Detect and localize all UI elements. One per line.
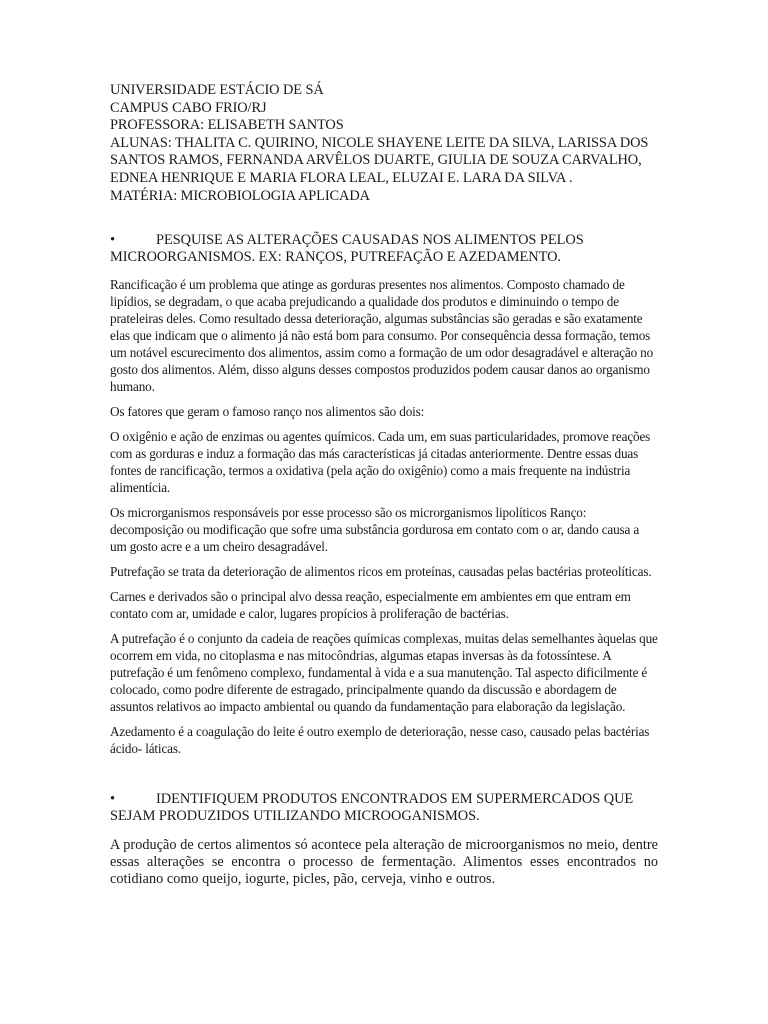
section2-heading-text: IDENTIFIQUEM PRODUTOS ENCONTRADOS EM SUPERMERCADOS QUE SEJAM PRODUZIDOS UTILIZANDO MICROOGANISMOS.	[110, 791, 634, 825]
paragraph-fatores: Os fatores que geram o famoso ranço nos alimentos são dois:	[110, 404, 425, 420]
section1-heading-text: PESQUISE AS ALTERAÇÕES CAUSADAS NOS ALIMENTOS PELOS MICROORGANISMOS. EX: RANÇOS, PUTREFAÇÃO E AZEDAMENTO.	[110, 232, 584, 266]
header-university: UNIVERSIDADE ESTÁCIO DE SÁ	[110, 82, 324, 98]
paragraph-producao: A produção de certos alimentos só acontece pela alteração de microorganismos no meio, dentre essas alterações se encontra o processo de fermentação. Alimentos esses encontrados no cotidiano como queijo, iogurte, picles, pão, cerveja, vinho e outros.	[110, 837, 658, 888]
document-header	[110, 82, 658, 205]
paragraph-putrefacao: Putrefação se trata da deterioração de alimentos ricos em proteínas, causadas pelas bactérias proteolíticas.	[110, 564, 652, 580]
header-students: ALUNAS: THALITA C. QUIRINO, NICOLE SHAYENE LEITE DA SILVA, LARISSA DOS SANTOS RAMOS, FERNANDA ARVÊLOS DUARTE, GIULIA DE SOUZA CARVALHO, EDNEA HENRIQUE E MARIA FLORA LEAL, ELUZAI E. LARA DA SILVA .	[110, 134, 649, 186]
paragraph-rancificacao: Rancificação é um problema que atinge as gorduras presentes nos alimentos. Composto chamado de lipídios, se degradam, o que acaba prejudicando a qualidade dos produtos e diminuindo o tempo de prateleiras deles. Como resultado dessa deterioração, algumas substâncias são geradas e são exatamente elas que indicam que o alimento já não está bom para consumo. Por consequência dessa formação, temos um notável escurecimento dos alimentos, assim como a formação de um odor desagradável e alteração no gosto dos alimentos. Além, disso alguns desses compostos produzidos podem causar danos ao organismo humano.	[110, 277, 654, 395]
bullet-icon: •	[110, 791, 115, 808]
header-campus: CAMPUS CABO FRIO/RJ	[110, 99, 267, 116]
paragraph-putrefacao-conjunto: A putrefação é o conjunto da cadeia de reações químicas complexas, muitas delas semelhantes àquelas que ocorrem em vida, no citoplasma e nas mitocôndrias, algumas etapas inversas às da fotossíntese. A putrefação é um fenômeno complexo, fundamental à vida e a sua manutenção. Tal aspecto dificilmente é colocado, como podre diferente de estragado, principalmente quando da discussão e abordagem de assuntos relativos ao impacto ambiental ou quando da fundamentação para elaboração da legislação.	[110, 631, 658, 715]
header-professor: PROFESSORA: ELISABETH SANTOS	[110, 117, 344, 134]
paragraph-oxigenio: O oxigênio e ação de enzimas ou agentes químicos. Cada um, em suas particularidades, promove reações com as gorduras e induz a formação das más características já citadas anteriormente. Dentre essas duas fontes de rancificação, termos a oxidativa (pela ação do oxigênio) como a mais frequente na indústria alimentícia.	[110, 429, 651, 496]
document-page	[110, 82, 658, 888]
paragraph-carnes: Carnes e derivados são o principal alvo dessa reação, especialmente em ambientes em que entram em contato com ar, umidade e calor, lugares propícios à proliferação de bactérias.	[110, 589, 631, 622]
paragraph-azedamento: Azedamento é a coagulação do leite é outro exemplo de deterioração, nesse caso, causado pelas bactérias ácido- láticas.	[110, 724, 650, 757]
section2-heading	[110, 791, 658, 825]
bullet-icon: •	[110, 232, 115, 249]
section1-heading	[110, 232, 658, 266]
header-subject: MATÉRIA: MICROBIOLOGIA APLICADA	[110, 187, 370, 204]
paragraph-microrganismos: Os microrganismos responsáveis por esse processo são os microrganismos lipolíticos Ranço: decomposição ou modificação que sofre uma substância gordurosa em contato com o ar, dando causa a um gosto acre e a um cheiro desagradável.	[110, 505, 640, 555]
